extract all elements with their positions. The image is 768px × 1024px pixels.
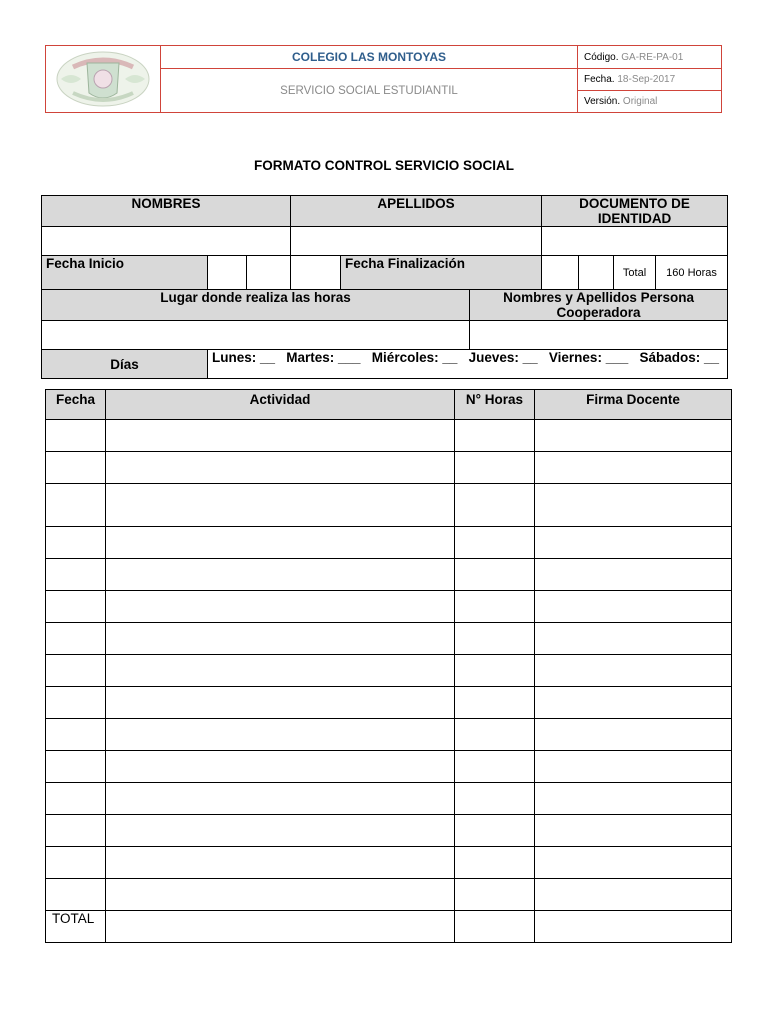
- header-documento: DOCUMENTO DE IDENTIDAD: [542, 196, 728, 227]
- document-header: [45, 45, 722, 113]
- total-label: Total: [614, 256, 656, 290]
- logo-cell: [46, 46, 161, 113]
- dias-label-text: Días: [110, 356, 139, 372]
- fecha-fin-month[interactable]: [579, 256, 614, 290]
- school-crest-icon: [46, 47, 160, 111]
- col-horas: N° Horas: [455, 390, 535, 420]
- version-label: Versión.: [584, 96, 621, 107]
- fecha-inicio-label: Fecha Inicio: [42, 256, 208, 290]
- table-row[interactable]: [46, 623, 732, 655]
- version-value: Original: [622, 96, 658, 107]
- fecha-inicio-year[interactable]: [291, 256, 341, 290]
- header-apellidos: APELLIDOS: [291, 196, 542, 227]
- fecha-finalizacion-label: Fecha Finalización: [341, 256, 542, 290]
- total-value: 160 Horas: [656, 256, 728, 290]
- code-row: [578, 46, 722, 69]
- col-fecha: Fecha: [46, 390, 106, 420]
- page-title: FORMATO CONTROL SERVICIO SOCIAL: [253, 158, 514, 173]
- total-row[interactable]: [46, 911, 732, 943]
- code-label: Código.: [584, 51, 619, 63]
- cooperadora-label: Nombres y Apellidos Persona Cooperadora: [470, 290, 728, 321]
- table-row[interactable]: [46, 484, 732, 527]
- table-row[interactable]: [46, 815, 732, 847]
- header-nombres: NOMBRES: [42, 196, 291, 227]
- table-row[interactable]: [46, 420, 732, 452]
- table-row[interactable]: [46, 879, 732, 911]
- total-row-label: TOTAL: [46, 911, 106, 943]
- date-label: Fecha.: [584, 74, 615, 85]
- date-value: 18-Sep-2017: [617, 74, 676, 85]
- col-firma: Firma Docente: [535, 390, 732, 420]
- date-row: [578, 69, 722, 91]
- table-row[interactable]: [46, 719, 732, 751]
- table-row[interactable]: [46, 655, 732, 687]
- school-name: COLEGIO LAS MONTOYAS: [161, 46, 578, 69]
- dias-line[interactable]: Lunes: __ Martes: ___ Miércoles: __ Jueves: __ Viernes: ___ Sábados: __: [208, 350, 728, 379]
- cooperadora-field[interactable]: [470, 321, 728, 350]
- code-value: GA-RE-PA-01: [621, 51, 684, 63]
- fecha-inicio-day[interactable]: [208, 256, 247, 290]
- col-actividad: Actividad: [106, 390, 455, 420]
- apellidos-field[interactable]: [291, 227, 542, 256]
- table-row[interactable]: [46, 847, 732, 879]
- table-row[interactable]: [46, 452, 732, 484]
- table-row[interactable]: [46, 751, 732, 783]
- student-info-table: [41, 195, 728, 379]
- dias-label: [42, 350, 208, 379]
- fecha-fin-day[interactable]: [542, 256, 579, 290]
- fecha-inicio-month[interactable]: [247, 256, 291, 290]
- lugar-field[interactable]: [42, 321, 470, 350]
- table-row[interactable]: [46, 559, 732, 591]
- lugar-label: Lugar donde realiza las horas: [42, 290, 470, 321]
- service-name: SERVICIO SOCIAL ESTUDIANTIL: [161, 69, 578, 113]
- table-row[interactable]: [46, 591, 732, 623]
- version-row: [578, 91, 722, 113]
- documento-field[interactable]: [542, 227, 728, 256]
- table-row[interactable]: [46, 527, 732, 559]
- table-row[interactable]: [46, 783, 732, 815]
- activities-table: [45, 389, 732, 943]
- nombres-field[interactable]: [42, 227, 291, 256]
- table-row[interactable]: [46, 687, 732, 719]
